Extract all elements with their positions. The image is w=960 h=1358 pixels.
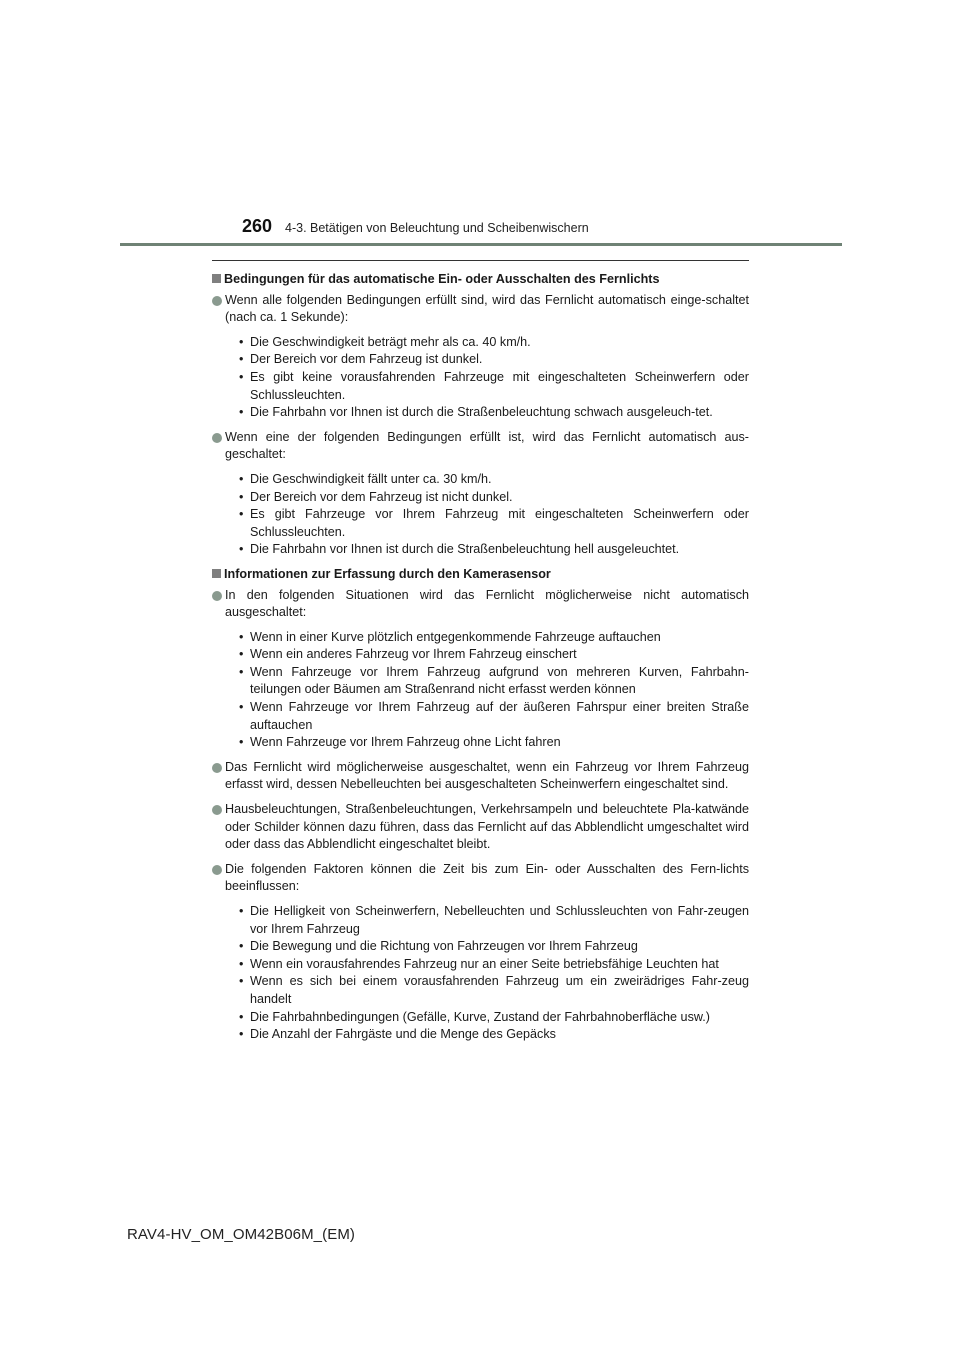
bullet-list: [225, 471, 749, 559]
list-item: • Die Geschwindigkeit fällt unter ca. 30 km/h.: [239, 471, 492, 486]
paragraph: Wenn eine der folgenden Bedingungen erfüllt ist, wird das Fernlicht automatisch aus-geschaltet: • Die Geschwindigkeit fällt unter ca. 30 km/h. • Der Bereich vor dem Fahrzeug ist nicht dunkel. • Es gibt Fahrzeuge vor Ihrem Fahrzeug mit eingeschalteten Scheinwerfern oder Schlussleuchten. • Die Fahrbahn vor Ihnen ist durch die Straßenbeleuchtung hell ausgeleuchtet.: [212, 429, 749, 559]
page-number: 260: [242, 216, 273, 236]
list-item: • Die Anzahl der Fahrgäste und die Menge des Gepäcks: [239, 1027, 556, 1042]
paragraph: In den folgenden Situationen wird das Fernlicht möglicherweise nicht automatisch ausgeschaltet: • Wenn in einer Kurve plötzlich entgegenkommende Fahrzeuge auftauchen • Wenn ein anderes Fahrzeug vor Ihrem Fahrzeug einschert • Wenn Fahrzeuge vor Ihrem Fahrzeug aufgrund von mehreren Kurven, Fahrbahn-teilungen oder Bäumen am Straßenrand nicht erfasst werden können • Wenn Fahrzeuge vor Ihrem Fahrzeug auf der äußeren Fahrspur einer breiten Straße auftauchen • Wenn Fahrzeuge vor Ihrem Fahrzeug ohne Licht fahren: [212, 587, 749, 752]
list-item: • Wenn Fahrzeuge vor Ihrem Fahrzeug auf der äußeren Fahrspur einer breiten Straße auftauchen: [239, 700, 749, 732]
circle-bullet-icon: [212, 296, 222, 306]
list-item: • Der Bereich vor dem Fahrzeug ist nicht dunkel.: [239, 489, 513, 504]
paragraph: Wenn alle folgenden Bedingungen erfüllt sind, wird das Fernlicht automatisch einge-schaltet (nach ca. 1 Sekunde): • Die Geschwindigkeit beträgt mehr als ca. 40 km/h. • Der Bereich vor dem Fahrzeug ist dunkel. • Es gibt keine vorausfahrenden Fahrzeuge mit eingeschalteten Scheinwerfern oder Schlussleuchten. • Die Fahrbahn vor Ihnen ist durch die Straßenbeleuchtung schwach ausgeleuch-tet.: [212, 292, 749, 422]
circle-bullet-icon: [212, 805, 222, 815]
section: [212, 566, 749, 1044]
list-item: • Die Fahrbahn vor Ihnen ist durch die Straßenbeleuchtung hell ausgeleuchtet.: [239, 542, 680, 557]
list-item: • Die Fahrbahnbedingungen (Gefälle, Kurve, Zustand der Fahrbahnoberfläche usw.): [239, 1009, 710, 1024]
paragraph: Hausbeleuchtungen, Straßenbeleuchtungen, Verkehrsampeln und beleuchtete Pla-katwände oder Schilder können dazu führen, dass das Fernlicht auf das Abblendlicht umgeschaltet wird oder dass das Abblendlicht eingeschaltet bleibt.: [212, 801, 749, 854]
document-code: RAV4-HV_OM_OM42B06M_(EM): [127, 1226, 356, 1243]
list-item: • Die Bewegung und die Richtung von Fahrzeugen vor Ihrem Fahrzeug: [239, 939, 638, 954]
section: [212, 271, 749, 559]
page-content: [212, 271, 749, 1051]
paragraph: Das Fernlicht wird möglicherweise ausgeschaltet, wenn ein Fahrzeug vor Ihrem Fahrzeug erfasst wird, dessen Nebelleuchten bei ausgeschalteten Scheinwerfern eingeschaltet sind.: [212, 759, 749, 794]
bullet-list: [225, 629, 749, 752]
square-bullet-icon: [212, 569, 221, 578]
list-item: • Wenn es sich bei einem vorausfahrenden Fahrzeug um ein zweirädriges Fahr-zeug handelt: [239, 974, 749, 1006]
list-item: • Es gibt Fahrzeuge vor Ihrem Fahrzeug mit eingeschalteten Scheinwerfern oder Schlussleuchten.: [239, 507, 749, 539]
paragraph: Die folgenden Faktoren können die Zeit bis zum Ein- oder Ausschalten des Fern-lichts beeinflussen: • Die Helligkeit von Scheinwerfern, Nebelleuchten und Schlussleuchten von Fahr-zeugen vor Ihrem Fahrzeug • Die Bewegung und die Richtung von Fahrzeugen vor Ihrem Fahrzeug • Wenn ein vorausfahrendes Fahrzeug nur an einer Seite betriebsfähige Leuchten hat • Wenn es sich bei einem vorausfahrenden Fahrzeug um ein zweirädriges Fahr-zeug handelt • Die Fahrbahnbedingungen (Gefälle, Kurve, Zustand der Fahrbahnoberfläche usw.) • Die Anzahl der Fahrgäste und die Menge des Gepäcks: [212, 861, 749, 1044]
square-bullet-icon: [212, 274, 221, 283]
list-item: • Die Helligkeit von Scheinwerfern, Nebelleuchten und Schlussleuchten von Fahr-zeugen vor Ihrem Fahrzeug: [239, 904, 749, 936]
circle-bullet-icon: [212, 865, 222, 875]
section-rule: [212, 260, 749, 261]
header-rule: [120, 243, 842, 246]
list-item: • Wenn ein anderes Fahrzeug vor Ihrem Fahrzeug einschert: [239, 647, 577, 662]
circle-bullet-icon: [212, 763, 222, 773]
section-heading: Bedingungen für das automatische Ein- oder Ausschalten des Fernlichts: [212, 271, 749, 289]
circle-bullet-icon: [212, 591, 222, 601]
list-item: • Es gibt keine vorausfahrenden Fahrzeuge mit eingeschalteten Scheinwerfern oder Schlussleuchten.: [239, 369, 749, 402]
list-item: • Der Bereich vor dem Fahrzeug ist dunkel.: [239, 352, 483, 367]
list-item: • Wenn Fahrzeuge vor Ihrem Fahrzeug aufgrund von mehreren Kurven, Fahrbahn-teilungen oder Bäumen am Straßenrand nicht erfasst werden können: [239, 664, 749, 697]
list-item: • Die Geschwindigkeit beträgt mehr als ca. 40 km/h.: [239, 334, 531, 349]
chapter-title: 4-3. Betätigen von Beleuchtung und Scheibenwischern: [285, 221, 589, 235]
bullet-list: [225, 334, 749, 422]
list-item: • Wenn in einer Kurve plötzlich entgegenkommende Fahrzeuge auftauchen: [239, 629, 661, 644]
list-item: • Wenn Fahrzeuge vor Ihrem Fahrzeug ohne Licht fahren: [239, 735, 561, 750]
list-item: • Wenn ein vorausfahrendes Fahrzeug nur an einer Seite betriebsfähige Leuchten hat: [239, 956, 719, 971]
circle-bullet-icon: [212, 433, 222, 443]
bullet-list: [225, 903, 749, 1044]
section-heading: Informationen zur Erfassung durch den Kamerasensor: [212, 566, 749, 584]
list-item: • Die Fahrbahn vor Ihnen ist durch die Straßenbeleuchtung schwach ausgeleuch-tet.: [239, 405, 713, 420]
